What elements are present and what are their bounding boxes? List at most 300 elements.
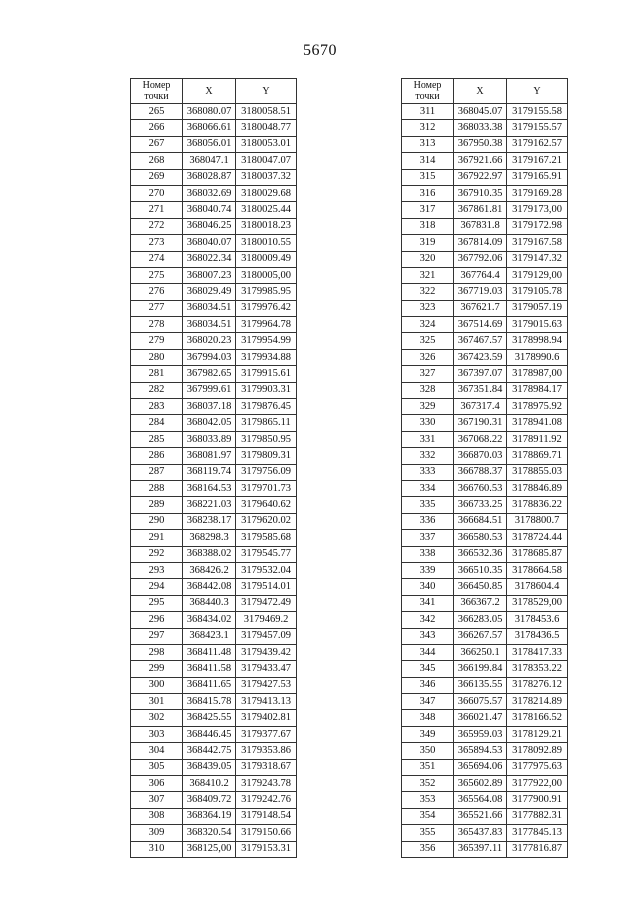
x-coordinate-cell: 367861.81 — [454, 202, 507, 218]
y-coordinate-cell: 3180029.68 — [236, 185, 297, 201]
table-row — [131, 382, 297, 398]
point-number-cell: 288 — [131, 480, 183, 496]
x-coordinate-cell: 368442.08 — [183, 579, 236, 595]
y-coordinate-cell: 3178975.92 — [507, 399, 568, 415]
x-coordinate-cell: 366580.53 — [454, 530, 507, 546]
x-coordinate-cell: 367351.84 — [454, 382, 507, 398]
table-row — [402, 202, 568, 218]
x-coordinate-cell: 366075.57 — [454, 694, 507, 710]
x-header: X — [183, 79, 236, 104]
point-number-cell: 305 — [131, 759, 183, 775]
y-coordinate-cell: 3179532.04 — [236, 562, 297, 578]
table-row — [131, 808, 297, 824]
table-row — [131, 759, 297, 775]
point-number-cell: 309 — [131, 825, 183, 841]
x-coordinate-cell: 365521.66 — [454, 808, 507, 824]
point-number-cell: 299 — [131, 661, 183, 677]
table-row — [402, 595, 568, 611]
coordinates-table-left — [130, 78, 297, 858]
x-coordinate-cell: 367922.97 — [454, 169, 507, 185]
table-row — [402, 333, 568, 349]
table-row — [131, 464, 297, 480]
y-coordinate-cell: 3179976.42 — [236, 300, 297, 316]
table-row — [402, 808, 568, 824]
table-row — [402, 169, 568, 185]
x-coordinate-cell: 368034.51 — [183, 317, 236, 333]
x-coordinate-cell: 366267.57 — [454, 628, 507, 644]
y-coordinate-cell: 3178604.4 — [507, 579, 568, 595]
table-row — [131, 546, 297, 562]
table-row — [402, 284, 568, 300]
y-coordinate-cell: 3179242.76 — [236, 792, 297, 808]
y-coordinate-cell: 3178990.6 — [507, 349, 568, 365]
x-coordinate-cell: 367621.7 — [454, 300, 507, 316]
x-coordinate-cell: 368046.25 — [183, 218, 236, 234]
x-coordinate-cell: 367764.4 — [454, 267, 507, 283]
table-row — [402, 185, 568, 201]
point-number-cell: 331 — [402, 431, 454, 447]
x-coordinate-cell: 368423.1 — [183, 628, 236, 644]
point-number-cell: 350 — [402, 743, 454, 759]
point-number-cell: 344 — [402, 644, 454, 660]
point-number-cell: 291 — [131, 530, 183, 546]
table-row — [131, 267, 297, 283]
table-row — [402, 710, 568, 726]
table-row — [402, 726, 568, 742]
point-number-cell: 312 — [402, 120, 454, 136]
y-coordinate-cell: 3177900.91 — [507, 792, 568, 808]
point-number-cell: 323 — [402, 300, 454, 316]
point-number-cell: 298 — [131, 644, 183, 660]
x-coordinate-cell: 367999.61 — [183, 382, 236, 398]
x-coordinate-cell: 368320.54 — [183, 825, 236, 841]
table-row — [131, 185, 297, 201]
table-row — [131, 202, 297, 218]
y-coordinate-cell: 3180010.55 — [236, 235, 297, 251]
y-coordinate-cell: 3178869.71 — [507, 448, 568, 464]
table-row — [131, 251, 297, 267]
x-coordinate-cell: 365564.08 — [454, 792, 507, 808]
x-coordinate-cell: 368056.01 — [183, 136, 236, 152]
y-coordinate-cell: 3180037.32 — [236, 169, 297, 185]
table-row — [402, 562, 568, 578]
y-coordinate-cell: 3179469.2 — [236, 612, 297, 628]
table-row — [402, 153, 568, 169]
page-number: 5670 — [303, 42, 337, 59]
x-coordinate-cell: 368081.97 — [183, 448, 236, 464]
point-number-cell: 328 — [402, 382, 454, 398]
x-coordinate-cell: 368411.58 — [183, 661, 236, 677]
table-row — [402, 366, 568, 382]
point-number-cell: 308 — [131, 808, 183, 824]
y-coordinate-cell: 3179129,00 — [507, 267, 568, 283]
table-row — [402, 382, 568, 398]
x-coordinate-cell: 368221.03 — [183, 497, 236, 513]
y-coordinate-cell: 3179457.09 — [236, 628, 297, 644]
x-coordinate-cell: 367190.31 — [454, 415, 507, 431]
point-number-cell: 275 — [131, 267, 183, 283]
table-row — [131, 562, 297, 578]
y-coordinate-cell: 3179147.32 — [507, 251, 568, 267]
point-number-cell: 265 — [131, 104, 183, 120]
point-number-cell: 306 — [131, 776, 183, 792]
point-number-cell: 293 — [131, 562, 183, 578]
y-coordinate-cell: 3179318.67 — [236, 759, 297, 775]
point-number-cell: 339 — [402, 562, 454, 578]
y-coordinate-cell: 3179015.63 — [507, 317, 568, 333]
x-coordinate-cell: 365397.11 — [454, 841, 507, 857]
point-number-cell: 320 — [402, 251, 454, 267]
point-number-cell: 318 — [402, 218, 454, 234]
y-header: Y — [507, 79, 568, 104]
point-number-cell: 271 — [131, 202, 183, 218]
point-number-cell: 277 — [131, 300, 183, 316]
x-coordinate-cell: 368037.18 — [183, 399, 236, 415]
x-coordinate-cell: 366510.35 — [454, 562, 507, 578]
x-coordinate-cell: 367921.66 — [454, 153, 507, 169]
y-coordinate-cell: 3178276.12 — [507, 677, 568, 693]
table-row — [131, 743, 297, 759]
y-coordinate-cell: 3180009.49 — [236, 251, 297, 267]
table-row — [131, 284, 297, 300]
x-coordinate-cell: 365959.03 — [454, 726, 507, 742]
table-row — [402, 825, 568, 841]
x-coordinate-cell: 367814.09 — [454, 235, 507, 251]
table-row — [402, 661, 568, 677]
y-coordinate-cell: 3180048.77 — [236, 120, 297, 136]
point-number-cell: 278 — [131, 317, 183, 333]
x-coordinate-cell: 368409.72 — [183, 792, 236, 808]
y-coordinate-cell: 3178214.89 — [507, 694, 568, 710]
point-number-cell: 352 — [402, 776, 454, 792]
y-coordinate-cell: 3179850.95 — [236, 431, 297, 447]
y-coordinate-cell: 3180058.51 — [236, 104, 297, 120]
y-coordinate-cell: 3179173,00 — [507, 202, 568, 218]
point-number-cell: 356 — [402, 841, 454, 857]
point-number-cell: 304 — [131, 743, 183, 759]
point-number-cell: 292 — [131, 546, 183, 562]
point-number-cell: 325 — [402, 333, 454, 349]
table-row — [131, 399, 297, 415]
table-row — [131, 513, 297, 529]
y-coordinate-cell: 3179620.02 — [236, 513, 297, 529]
point-number-cell: 338 — [402, 546, 454, 562]
table-row — [131, 136, 297, 152]
y-coordinate-cell: 3179439.42 — [236, 644, 297, 660]
table-row — [131, 825, 297, 841]
y-coordinate-cell: 3179057.19 — [507, 300, 568, 316]
y-coordinate-cell: 3178529,00 — [507, 595, 568, 611]
point-number-cell: 326 — [402, 349, 454, 365]
x-coordinate-cell: 366684.51 — [454, 513, 507, 529]
point-number-cell: 335 — [402, 497, 454, 513]
point-number-cell: 348 — [402, 710, 454, 726]
point-number-cell: 321 — [402, 267, 454, 283]
x-coordinate-cell: 368442.75 — [183, 743, 236, 759]
point-number-cell: 266 — [131, 120, 183, 136]
x-coordinate-cell: 368415.78 — [183, 694, 236, 710]
table-row — [402, 480, 568, 496]
x-coordinate-cell: 368029.49 — [183, 284, 236, 300]
y-coordinate-cell: 3179472.49 — [236, 595, 297, 611]
table-row — [402, 530, 568, 546]
y-coordinate-cell: 3178664.58 — [507, 562, 568, 578]
point-number-cell: 284 — [131, 415, 183, 431]
y-coordinate-cell: 3179545.77 — [236, 546, 297, 562]
y-coordinate-cell: 3179514.01 — [236, 579, 297, 595]
x-coordinate-cell: 367910.35 — [454, 185, 507, 201]
y-coordinate-cell: 3180025.44 — [236, 202, 297, 218]
y-coordinate-cell: 3179243.78 — [236, 776, 297, 792]
x-header: X — [454, 79, 507, 104]
point-number-cell: 341 — [402, 595, 454, 611]
table-row — [402, 677, 568, 693]
x-coordinate-cell: 368410.2 — [183, 776, 236, 792]
x-coordinate-cell: 368434.02 — [183, 612, 236, 628]
point-number-cell: 310 — [131, 841, 183, 857]
y-coordinate-cell: 3178987,00 — [507, 366, 568, 382]
y-coordinate-cell: 3179585.68 — [236, 530, 297, 546]
x-coordinate-cell: 368426.2 — [183, 562, 236, 578]
y-coordinate-cell: 3178855.03 — [507, 464, 568, 480]
point-number-cell: 302 — [131, 710, 183, 726]
x-coordinate-cell: 368446.45 — [183, 726, 236, 742]
x-coordinate-cell: 368022.34 — [183, 251, 236, 267]
table-row — [402, 513, 568, 529]
y-coordinate-cell: 3179985.95 — [236, 284, 297, 300]
x-coordinate-cell: 367950.38 — [454, 136, 507, 152]
table-row — [131, 448, 297, 464]
point-number-cell: 314 — [402, 153, 454, 169]
table-header-row — [131, 79, 297, 104]
y-coordinate-cell: 3179165.91 — [507, 169, 568, 185]
table-row — [402, 759, 568, 775]
x-coordinate-cell: 366199.84 — [454, 661, 507, 677]
table-row — [402, 120, 568, 136]
table-row — [131, 612, 297, 628]
point-number-cell: 286 — [131, 448, 183, 464]
table-row — [131, 366, 297, 382]
point-number-cell: 296 — [131, 612, 183, 628]
point-number-cell: 282 — [131, 382, 183, 398]
table-row — [131, 530, 297, 546]
y-coordinate-cell: 3179353.86 — [236, 743, 297, 759]
table-row — [402, 399, 568, 415]
y-coordinate-cell: 3179413.13 — [236, 694, 297, 710]
x-coordinate-cell: 366250.1 — [454, 644, 507, 660]
x-coordinate-cell: 367068.22 — [454, 431, 507, 447]
point-number-cell: 300 — [131, 677, 183, 693]
point-number-cell: 342 — [402, 612, 454, 628]
y-coordinate-cell: 3179105.78 — [507, 284, 568, 300]
point-number-cell: 347 — [402, 694, 454, 710]
x-coordinate-cell: 366450.85 — [454, 579, 507, 595]
point-number-cell: 351 — [402, 759, 454, 775]
x-coordinate-cell: 368125,00 — [183, 841, 236, 857]
x-coordinate-cell: 368042.05 — [183, 415, 236, 431]
table-row — [131, 218, 297, 234]
table-row — [131, 644, 297, 660]
x-coordinate-cell: 367831.8 — [454, 218, 507, 234]
point-number-cell: 294 — [131, 579, 183, 595]
table-row — [402, 349, 568, 365]
x-coordinate-cell: 368425.55 — [183, 710, 236, 726]
y-coordinate-cell: 3179954.99 — [236, 333, 297, 349]
y-coordinate-cell: 3179162.57 — [507, 136, 568, 152]
table-row — [131, 497, 297, 513]
y-coordinate-cell: 3179169.28 — [507, 185, 568, 201]
table-row — [402, 448, 568, 464]
table-row — [402, 628, 568, 644]
point-number-cell: 274 — [131, 251, 183, 267]
table-row — [402, 792, 568, 808]
table-row — [131, 579, 297, 595]
y-coordinate-cell: 3179934.88 — [236, 349, 297, 365]
table-row — [131, 710, 297, 726]
y-coordinate-cell: 3178984.17 — [507, 382, 568, 398]
table-row — [402, 497, 568, 513]
y-coordinate-cell: 3179172.98 — [507, 218, 568, 234]
x-coordinate-cell: 367397.07 — [454, 366, 507, 382]
y-coordinate-cell: 3177922,00 — [507, 776, 568, 792]
y-coordinate-cell: 3179427.53 — [236, 677, 297, 693]
x-coordinate-cell: 367719.03 — [454, 284, 507, 300]
y-coordinate-cell: 3178998.94 — [507, 333, 568, 349]
table-row — [131, 595, 297, 611]
x-coordinate-cell: 365694.06 — [454, 759, 507, 775]
y-coordinate-cell: 3179402.81 — [236, 710, 297, 726]
x-coordinate-cell: 368032.69 — [183, 185, 236, 201]
table-row — [131, 628, 297, 644]
table-row — [402, 612, 568, 628]
table-row — [131, 317, 297, 333]
y-coordinate-cell: 3177816.87 — [507, 841, 568, 857]
y-coordinate-cell: 3179756.09 — [236, 464, 297, 480]
point-number-cell: 290 — [131, 513, 183, 529]
y-coordinate-cell: 3177882.31 — [507, 808, 568, 824]
table-row — [131, 776, 297, 792]
table-row — [131, 349, 297, 365]
y-coordinate-cell: 3178436.5 — [507, 628, 568, 644]
table-row — [131, 841, 297, 857]
point-number-cell: 269 — [131, 169, 183, 185]
x-coordinate-cell: 368007.23 — [183, 267, 236, 283]
x-coordinate-cell: 366532.36 — [454, 546, 507, 562]
x-coordinate-cell: 365894.53 — [454, 743, 507, 759]
x-coordinate-cell: 368020.23 — [183, 333, 236, 349]
point-number-cell: 311 — [402, 104, 454, 120]
y-coordinate-cell: 3177975.63 — [507, 759, 568, 775]
x-coordinate-cell: 366367.2 — [454, 595, 507, 611]
y-coordinate-cell: 3179148.54 — [236, 808, 297, 824]
x-coordinate-cell: 366760.53 — [454, 480, 507, 496]
y-coordinate-cell: 3179701.73 — [236, 480, 297, 496]
y-coordinate-cell: 3179433.47 — [236, 661, 297, 677]
point-number-cell: 345 — [402, 661, 454, 677]
table-row — [131, 120, 297, 136]
x-coordinate-cell: 366283.05 — [454, 612, 507, 628]
x-coordinate-cell: 367982.65 — [183, 366, 236, 382]
x-coordinate-cell: 368439.05 — [183, 759, 236, 775]
x-coordinate-cell: 366788.37 — [454, 464, 507, 480]
point-number-cell: 280 — [131, 349, 183, 365]
table-row — [131, 415, 297, 431]
x-coordinate-cell: 368364.19 — [183, 808, 236, 824]
table-row — [402, 267, 568, 283]
point-number-cell: 303 — [131, 726, 183, 742]
table-row — [402, 579, 568, 595]
point-number-cell: 346 — [402, 677, 454, 693]
y-coordinate-cell: 3179150.66 — [236, 825, 297, 841]
table-row — [131, 153, 297, 169]
table-row — [402, 431, 568, 447]
table-row — [131, 104, 297, 120]
x-coordinate-cell: 366021.47 — [454, 710, 507, 726]
point-number-cell: 355 — [402, 825, 454, 841]
y-coordinate-cell: 3178846.89 — [507, 480, 568, 496]
x-coordinate-cell: 368033.89 — [183, 431, 236, 447]
y-coordinate-cell: 3179377.67 — [236, 726, 297, 742]
y-coordinate-cell: 3178685.87 — [507, 546, 568, 562]
point-number-cell: 337 — [402, 530, 454, 546]
table-row — [131, 333, 297, 349]
y-coordinate-cell: 3177845.13 — [507, 825, 568, 841]
point-number-cell: 340 — [402, 579, 454, 595]
y-coordinate-cell: 3179903.31 — [236, 382, 297, 398]
point-number-cell: 268 — [131, 153, 183, 169]
x-coordinate-cell: 367994.03 — [183, 349, 236, 365]
x-coordinate-cell: 368119.74 — [183, 464, 236, 480]
x-coordinate-cell: 368033.38 — [454, 120, 507, 136]
point-number-cell: 349 — [402, 726, 454, 742]
table-row — [131, 300, 297, 316]
point-number-header: Номер точки — [402, 79, 454, 104]
point-number-cell: 295 — [131, 595, 183, 611]
x-coordinate-cell: 368066.61 — [183, 120, 236, 136]
point-number-header: Номер точки — [131, 79, 183, 104]
table-row — [402, 415, 568, 431]
x-coordinate-cell: 368047.1 — [183, 153, 236, 169]
y-coordinate-cell: 3179155.58 — [507, 104, 568, 120]
table-row — [131, 480, 297, 496]
x-coordinate-cell: 368440.3 — [183, 595, 236, 611]
table-row — [402, 136, 568, 152]
point-number-cell: 315 — [402, 169, 454, 185]
point-number-cell: 327 — [402, 366, 454, 382]
table-row — [402, 464, 568, 480]
x-coordinate-cell: 367423.59 — [454, 349, 507, 365]
x-coordinate-cell: 368028.87 — [183, 169, 236, 185]
x-coordinate-cell: 368034.51 — [183, 300, 236, 316]
table-row — [402, 841, 568, 857]
y-coordinate-cell: 3178724.44 — [507, 530, 568, 546]
point-number-cell: 329 — [402, 399, 454, 415]
table-row — [131, 792, 297, 808]
point-number-cell: 313 — [402, 136, 454, 152]
point-number-cell: 333 — [402, 464, 454, 480]
x-coordinate-cell: 366135.55 — [454, 677, 507, 693]
x-coordinate-cell: 368164.53 — [183, 480, 236, 496]
y-coordinate-cell: 3178453.6 — [507, 612, 568, 628]
coordinates-table-right — [401, 78, 568, 858]
y-coordinate-cell: 3178129.21 — [507, 726, 568, 742]
x-coordinate-cell: 365437.83 — [454, 825, 507, 841]
x-coordinate-cell: 368080.07 — [183, 104, 236, 120]
x-coordinate-cell: 368298.3 — [183, 530, 236, 546]
y-coordinate-cell: 3178417.33 — [507, 644, 568, 660]
table-row — [131, 726, 297, 742]
table-row — [402, 251, 568, 267]
